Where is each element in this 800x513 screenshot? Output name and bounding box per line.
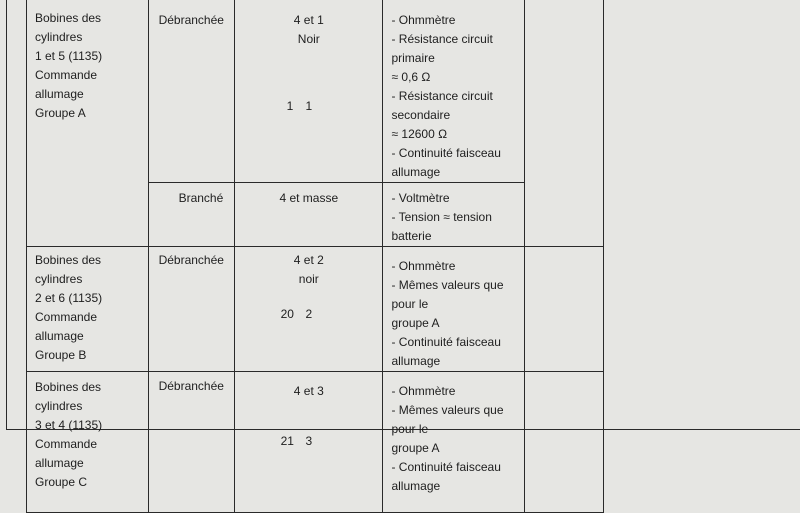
pins-line: 4 et 1 <box>293 13 324 27</box>
checks-cell-groupe-a <box>383 0 524 183</box>
element-line: allumage <box>35 87 84 101</box>
connector-number: 20 <box>280 307 294 321</box>
element-line: cylindres <box>35 399 83 413</box>
pins-cell-groupe-c <box>235 372 383 513</box>
element-line: Bobines des <box>35 380 102 394</box>
element-line: Commande <box>35 437 98 451</box>
check-line: - Continuité faisceau allumage <box>391 146 501 179</box>
element-line: allumage <box>35 329 84 343</box>
state-connector-cell-groupe-a <box>148 0 294 183</box>
check-line: - Mêmes valeurs que pour le <box>391 403 504 436</box>
pins-line: 4 et masse <box>279 191 339 205</box>
page-border-left <box>6 0 7 430</box>
connector-number: 1 <box>286 99 294 113</box>
check-line: groupe A <box>391 316 440 330</box>
element-line: Bobines des <box>35 11 102 25</box>
pins-line: 4 et 2 <box>293 253 324 267</box>
check-line: - Mêmes valeurs que pour le <box>391 278 504 311</box>
checks-cell-groupe-c <box>383 372 524 513</box>
pins-line: noir <box>298 272 319 286</box>
state-cell-branche <box>148 183 235 247</box>
element-line: cylindres <box>35 272 83 286</box>
state-connector-cell-groupe-b <box>148 247 294 372</box>
table-row-groupe-c <box>27 372 604 513</box>
element-line: 2 et 6 (1135) <box>35 291 103 305</box>
pins-cell-groupe-b <box>235 247 383 372</box>
empty-column-cell <box>524 0 603 247</box>
state-label: Débranchée <box>158 253 224 267</box>
pins-cell-groupe-a <box>235 0 383 183</box>
element-line: allumage <box>35 456 84 470</box>
check-line: ≈ 12600 Ω <box>391 127 448 141</box>
empty-column-cell <box>524 372 603 513</box>
state-label: Débranchée <box>158 379 224 393</box>
check-line: - Résistance circuit secondaire <box>391 89 493 122</box>
check-line: - Résistance circuit primaire <box>391 32 493 65</box>
pin-value: 2 <box>305 307 313 321</box>
empty-column-cell <box>524 247 603 372</box>
table-row-groupe-b <box>27 247 604 372</box>
check-line: - Continuité faisceau allumage <box>391 460 501 493</box>
check-line: groupe A <box>391 441 440 455</box>
element-line: Groupe B <box>35 348 87 362</box>
check-line: - Voltmètre <box>391 191 450 205</box>
element-line: Groupe A <box>35 106 86 120</box>
diagnostic-table <box>26 0 604 513</box>
element-line: 1 et 5 (1135) <box>35 49 103 63</box>
check-line: - Continuité faisceau allumage <box>391 335 501 368</box>
state-connector-cell-groupe-c <box>148 372 294 513</box>
pins-line: 4 et 3 <box>293 384 324 398</box>
state-label: Débranchée <box>158 13 224 27</box>
check-line: - Tension ≈ tension batterie <box>391 210 492 243</box>
check-line: - Ohmmètre <box>391 259 456 273</box>
check-line: - Ohmmètre <box>391 13 456 27</box>
element-line: Bobines des <box>35 253 102 267</box>
element-cell-groupe-b <box>27 247 149 372</box>
pins-cell-branche <box>235 183 383 247</box>
element-line: Commande <box>35 310 98 324</box>
state-label: Branché <box>178 191 224 205</box>
check-line: - Ohmmètre <box>391 384 456 398</box>
pin-value: 1 <box>305 99 313 113</box>
element-cell-groupe-a <box>27 0 149 247</box>
table-row-groupe-a <box>27 0 604 183</box>
pins-line: Noir <box>297 32 320 46</box>
element-line: Commande <box>35 68 98 82</box>
check-line: ≈ 0,6 Ω <box>391 70 431 84</box>
checks-cell-groupe-b <box>383 247 524 372</box>
pin-value: 3 <box>305 434 313 448</box>
element-cell-groupe-c <box>27 372 149 513</box>
checks-cell-branche <box>383 183 524 247</box>
element-line: 3 et 4 (1135) <box>35 418 103 432</box>
element-line: Groupe C <box>35 475 88 489</box>
connector-number: 21 <box>280 434 294 448</box>
element-line: cylindres <box>35 30 83 44</box>
